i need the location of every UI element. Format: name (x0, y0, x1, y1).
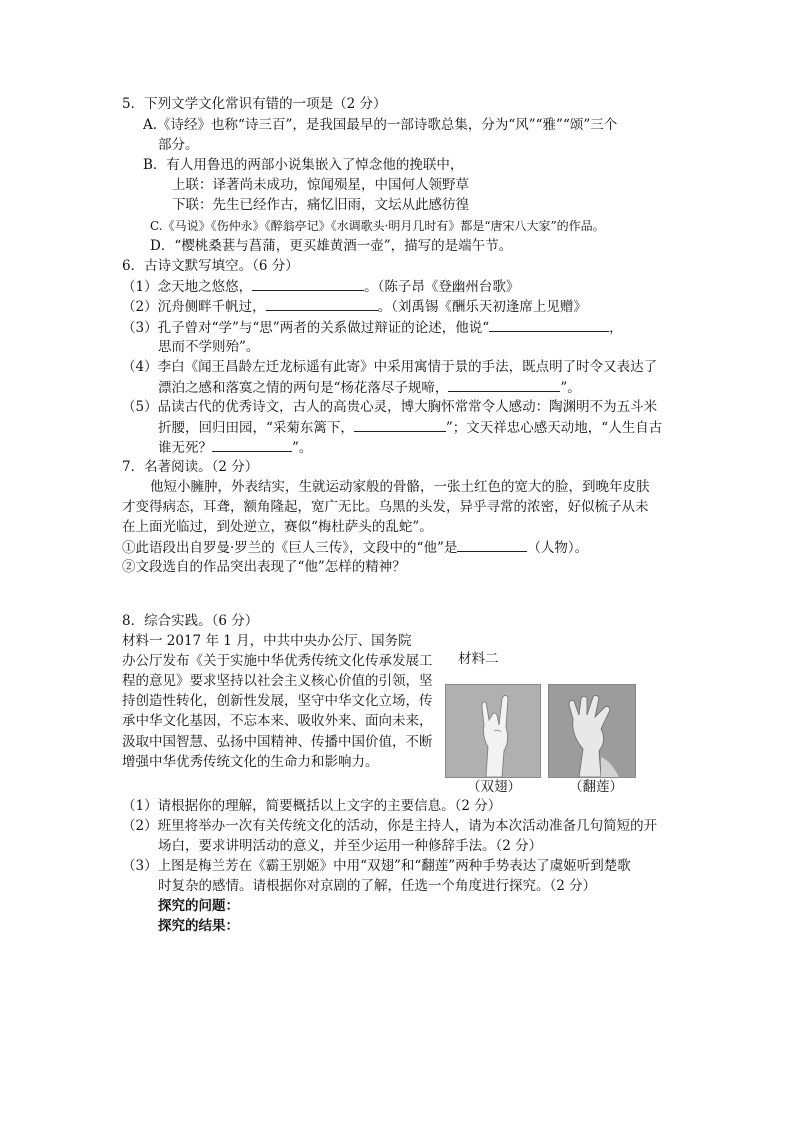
q8-material2-label: 材料二 (458, 651, 499, 667)
q8-task1: （1）请根据你的理解，简要概括以上文字的主要信息。（2 分） (122, 798, 502, 814)
inquiry-result-label: 探究的结果： (158, 918, 239, 934)
q6-item5-blank1[interactable] (354, 418, 446, 432)
q6-item2-blank[interactable] (266, 297, 378, 311)
q7-sub1-end: （人物）。 (527, 540, 589, 556)
caption-double-wing: （双翅） (467, 779, 521, 795)
q5-option-b-upper-couplet: 上联：译著尚未成功，惊闻殒星，中国何人领野草 (172, 177, 469, 193)
q8-material1-line4: 持创造性转化，创新性发展，坚守中华文化立场，传 (122, 693, 433, 709)
inquiry-question-label: 探究的问题： (158, 898, 239, 914)
lotus-flip-hand-icon (549, 685, 635, 777)
q8-task3-line2: 时复杂的感情。请根据你对京剧的了解，任选一个角度进行探究。（2 分） (158, 878, 597, 894)
q6-item5-text: 折腰，回归田园，“采菊东篱下， (158, 420, 354, 436)
q6-item2-text: （2）沉舟侧畔千帆过， (122, 299, 266, 315)
q5-option-a-line2: 部分。 (158, 137, 199, 153)
q7-passage-line2: 才变得病态，耳聋，额角隆起，宽广无比。乌黑的头发，异乎寻常的浓密，好似梳子从未 (122, 499, 649, 515)
q6-item1-blank[interactable] (252, 277, 364, 291)
q6-item1 (122, 277, 519, 296)
q6-item1-text: （1）念天地之悠悠， (122, 279, 253, 295)
q6-item5-line3 (158, 438, 312, 457)
q6-item3-comma: ， (609, 320, 623, 336)
q6-item5-line1: （5）品读古代的优秀诗文，古人的高贵心灵，博大胸怀常常令人感动：陶渊明不为五斗米 (122, 399, 658, 415)
q8-material1-line7: 增强中华优秀传统文化的生命力和影响力。 (122, 754, 379, 770)
q6-item2 (122, 297, 587, 316)
q7-passage-line3: 在上面光临过，到处逆立，赛似“梅杜萨头的乱蛇”。 (122, 519, 433, 535)
q7-stem: 7．名著阅读。（2 分） (122, 459, 259, 475)
q6-item1-source: 。（陈子昂《登幽州台歌》 (364, 279, 520, 295)
q6-stem: 6．古诗文默写填空。（6 分） (122, 258, 299, 274)
q6-item5-text2: ”；文天祥忠心感天动地，“人生自古 (445, 420, 663, 436)
q7-sub1-text: ①此语段出自罗曼·罗兰的《巨人三传》，文段中的“他”是 (122, 540, 458, 556)
q6-item4-line2 (158, 378, 581, 397)
q8-material1-line3: 程的意见》要求坚持以社会主义核心价值的引领，坚 (122, 673, 433, 689)
q6-item4-line1: （4）李白《闻王昌龄左迁龙标遥有此寄》中采用寓情于景的手法，既点明了时令又表达了 (122, 359, 658, 375)
q8-material1-line2: 办公厅发布《关于实施中华优秀传统文化传承发展工 (122, 653, 433, 669)
q7-sub1 (122, 538, 588, 557)
q8-task2-line2: 场白，要求讲明活动的意义，并至少运用一种修辞手法。（2 分） (158, 838, 543, 854)
q7-sub1-blank[interactable] (457, 538, 527, 552)
q5-option-a-line1: A.《诗经》也称“诗三百”，是我国最早的一部诗歌总集，分为“风”“雅”“颂”三个 (143, 117, 618, 133)
q6-item3-text: （3）孔子曾对“学”与“思”两者的关系做过辩证的论述，他说“ (122, 320, 490, 336)
q8-stem: 8．综合实践。（6 分） (122, 613, 259, 629)
q6-item4-end: ”。 (560, 380, 581, 396)
double-wing-gesture-photo (445, 684, 541, 778)
q6-item5-end: ”。 (292, 440, 313, 456)
q6-item5-text3: 谁无死？ (158, 440, 212, 456)
q6-item3-blank[interactable] (489, 318, 609, 332)
q5-stem: 5．下列文学文化常识有错的一项是（2 分） (122, 96, 387, 112)
q8-material1-line6: 汲取中国智慧、弘扬中国精神、传播中国价值，不断 (122, 734, 433, 750)
q6-item4-blank[interactable] (448, 378, 560, 392)
q8-task2-line1: （2）班里将举办一次有关传统文化的活动，你是主持人，请为本次活动准备几句简短的开 (122, 818, 658, 834)
q6-item2-source: 。（刘禹锡《酬乐天初逢席上见赠》 (377, 299, 587, 315)
q8-material1-line1: 材料一 2017 年 1 月，中共中央办公厅、国务院 (122, 633, 412, 649)
q5-option-d: D．“樱桃桑葚与菖蒲，更买雄黄酒一壶”，描写的是端午节。 (150, 238, 513, 254)
q7-passage-line1: 他短小臃肿，外表结实，生就运动家般的骨骼，一张土红色的宽大的脸，到晚年皮肤 (150, 479, 650, 495)
caption-lotus-flip: （翻莲） (569, 779, 623, 795)
q6-item5-line2 (158, 418, 662, 437)
q8-material1-line5: 承中华文化基因，不忘本来、吸收外来、面向未来， (122, 713, 433, 729)
q8-task3-line1: （3）上图是梅兰芳在《霸王别姬》中用“双翅”和“翻莲”两种手势表达了虞姬听到楚歌 (122, 858, 631, 874)
double-wing-hand-icon (446, 685, 540, 777)
q6-item3 (122, 318, 623, 337)
q5-option-c: C.《马说》《伤仲永》《醉翁亭记》《水调歌头·明月几时有》都是“唐宋八大家”的作品。 (150, 219, 605, 233)
q6-item3-cont: 思而不学则殆”。 (158, 339, 260, 355)
q5-option-b-lower-couplet: 下联：先生已经作古，痛忆旧雨，文坛从此感彷徨 (172, 197, 469, 213)
q6-item5-blank2[interactable] (212, 438, 292, 452)
q7-sub2: ②文段选自的作品突出表现了“他”怎样的精神？ (122, 559, 406, 575)
q6-item4-text: 漂泊之感和落寞之情的两句是“杨花落尽子规啼， (158, 380, 449, 396)
q5-option-b-line1: B．有人用鲁迅的两部小说集嵌入了悼念他的挽联中， (143, 157, 464, 173)
lotus-flip-gesture-photo (548, 684, 636, 778)
